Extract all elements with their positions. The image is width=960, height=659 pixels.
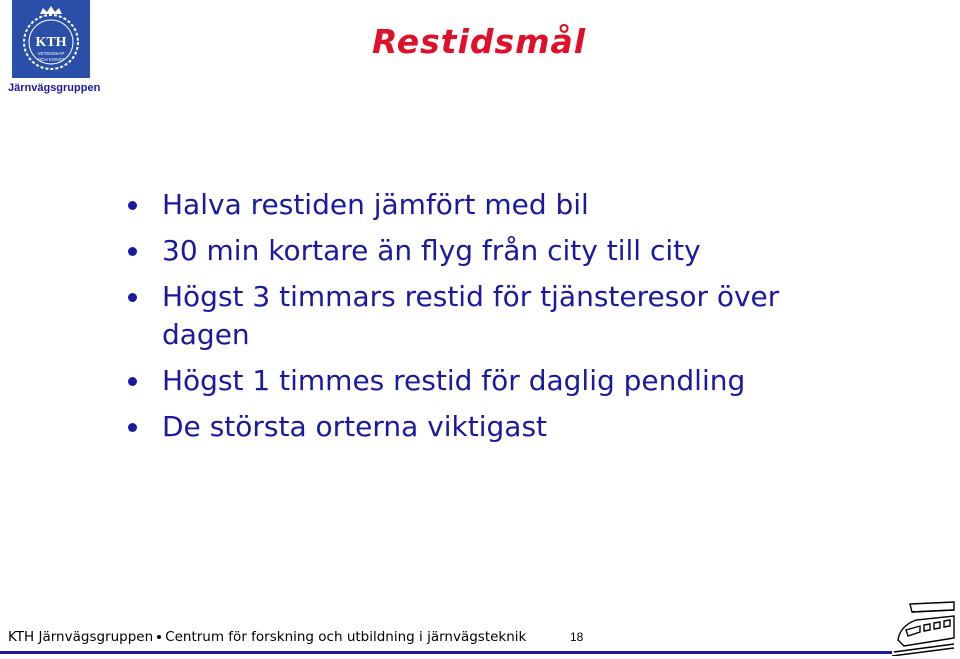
org-label: Järnvägsgruppen	[8, 82, 101, 94]
bullet-dot-icon	[128, 247, 137, 256]
bullet-dot-icon	[128, 377, 137, 386]
train-icon	[890, 600, 956, 656]
kth-logo	[12, 0, 90, 78]
bullet-item	[128, 278, 802, 354]
footer-org: KTH Järnvägsgruppen	[8, 629, 154, 645]
logo-text: KTH	[35, 35, 67, 50]
bullet-text: Halva restiden jämfört med bil	[162, 188, 589, 221]
slide-title: Restidsmål	[372, 22, 587, 61]
bullet-text: De största orterna viktigast	[162, 410, 548, 443]
bullet-text: Högst 3 timmars restid för tjänsteresor över dagen	[162, 280, 780, 351]
bullet-text: Högst 1 timmes restid för daglig pendling	[162, 364, 746, 397]
footer-rule	[0, 651, 892, 654]
logo-subtext-2: OCH KONST	[37, 57, 65, 62]
bullet-item	[128, 186, 928, 224]
footer-subtitle: Centrum för forskning och utbildning i järnvägsteknik	[165, 629, 527, 645]
bullet-item	[128, 408, 928, 446]
bullet-list	[128, 186, 928, 454]
bullet-dot-icon	[128, 201, 137, 210]
bullet-dot-icon	[128, 423, 137, 432]
bullet-item	[128, 232, 928, 270]
bullet-text: 30 min kortare än flyg från city till city	[162, 234, 701, 267]
footer-text	[8, 629, 526, 645]
page-number: 18	[570, 630, 584, 644]
separator-dot-icon	[157, 635, 161, 639]
bullet-item	[128, 362, 928, 400]
logo-subtext-1: VETENSKAP	[37, 51, 65, 56]
bullet-dot-icon	[128, 293, 137, 302]
